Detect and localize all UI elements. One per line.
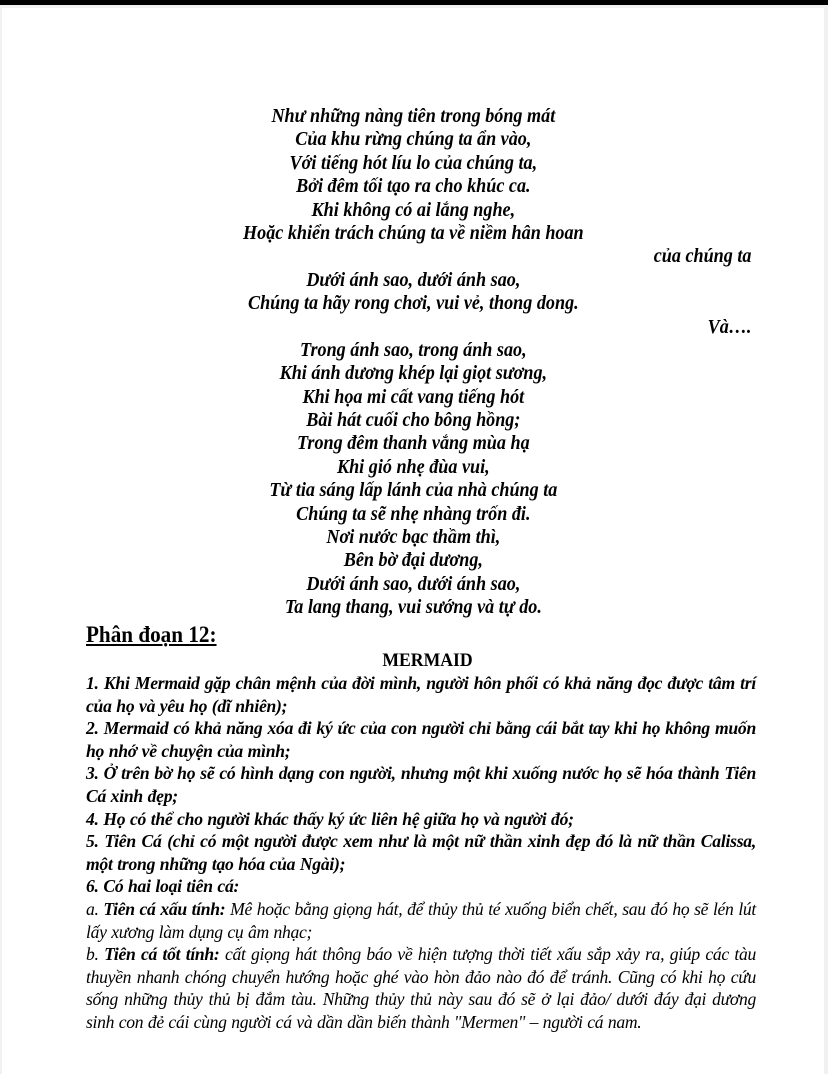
item-lead-term: Tiên cá tốt tính: bbox=[104, 944, 220, 965]
section-title: MERMAID bbox=[382, 650, 473, 671]
item-lead-term: Tiên cá xấu tính: bbox=[103, 898, 226, 919]
poem-line: Dưới ánh sao, dưới ánh sao, bbox=[306, 269, 521, 291]
poem-line: Bên bờ đại dương, bbox=[343, 550, 483, 572]
item-body: cất giọng hát thông báo về hiện tượng thời tiết xấu sắp xảy ra, giúp các tàu thuyền nhanh chóng chuyển hướng hoặc ghé vào hòn đảo nào đó để tránh. Cũng có khi họ cứu sống những thủy thủ bị đắm tàu. Những thủy thủ này sau đó sẽ ở lại đảo/ dưới đáy đại dương sinh con đẻ cái cùng người cá và dần dần biến thành "Mermen" – người cá nam. bbox=[86, 944, 757, 1032]
poem-line: Của khu rừng chúng ta ẩn vào, bbox=[295, 129, 532, 151]
list-item-subtype bbox=[86, 943, 756, 1033]
poem-line: Trong đêm thanh vắng mùa hạ bbox=[297, 433, 530, 455]
poem-line: Khi ánh dương khép lại giọt sương, bbox=[279, 363, 548, 385]
poem-line: Hoặc khiển trách chúng ta về niềm hân hoan bbox=[243, 222, 584, 244]
poem-line: Khi gió nhẹ đùa vui, bbox=[337, 456, 490, 478]
list-item: 1. Khi Mermaid gặp chân mệnh của đời mình, người hôn phối có khả năng đọc được tâm trí của họ và yêu họ (dĩ nhiên); bbox=[86, 673, 756, 716]
section-heading: Phân đoạn 12: bbox=[86, 622, 217, 647]
poem-line: Bài hát cuối cho bông hồng; bbox=[306, 410, 521, 432]
poem-line: Dưới ánh sao, dưới ánh sao, bbox=[306, 573, 521, 595]
poem-line: Khi họa mi cất vang tiếng hót bbox=[302, 386, 525, 408]
poem-line: Chúng ta sẽ nhẹ nhàng trốn đi. bbox=[296, 503, 531, 525]
document-page bbox=[2, 8, 824, 1074]
poem-line: Nơi nước bạc thầm thì, bbox=[326, 527, 501, 549]
poem-line: Từ tia sáng lấp lánh của nhà chúng ta bbox=[269, 480, 558, 502]
page-frame bbox=[0, 5, 828, 1074]
poem bbox=[2, 105, 824, 620]
poem-line: Với tiếng hót líu lo của chúng ta, bbox=[289, 152, 538, 174]
list-item-subtype bbox=[86, 898, 756, 943]
list-item: 2. Mermaid có khả năng xóa đi ký ức của con người chỉ bằng cái bắt tay khi họ không muốn họ nhớ về chuyện của mình; bbox=[86, 718, 756, 761]
list-item: 3. Ở trên bờ họ sẽ có hình dạng con người, nhưng một khi xuống nước họ sẽ hóa thành Tiên Cá xinh đẹp; bbox=[86, 763, 756, 806]
poem-line: Khi không có ai lắng nghe, bbox=[311, 199, 516, 221]
item-body: Mê hoặc bằng giọng hát, để thủy thủ té xuống biển chết, sau đó họ sẽ lén lút lấy xương làm dụng cụ âm nhạc; bbox=[86, 898, 756, 942]
list-item: 6. Có hai loại tiên cá: bbox=[86, 876, 240, 897]
list-item: 5. Tiên Cá (chỉ có một người được xem như là một nữ thần xinh đẹp đó là nữ thần Calissa, một trong những tạo hóa của Ngài); bbox=[86, 831, 756, 874]
mermaid-section bbox=[86, 622, 756, 1034]
item-prefix: a. bbox=[86, 898, 104, 919]
poem-line: Trong ánh sao, trong ánh sao, bbox=[300, 339, 527, 361]
poem-line-right: của chúng ta bbox=[653, 246, 752, 268]
mermaid-list bbox=[86, 672, 756, 1034]
poem-line: Ta lang thang, vui sướng và tự do. bbox=[284, 597, 542, 619]
poem-line-right: Và…. bbox=[707, 316, 752, 338]
list-item: 4. Họ có thể cho người khác thấy ký ức liên hệ giữa họ và người đó; bbox=[86, 808, 574, 829]
item-prefix: b. bbox=[86, 944, 105, 965]
poem-line: Như những nàng tiên trong bóng mát bbox=[271, 106, 556, 127]
poem-line: Chúng ta hãy rong chơi, vui vẻ, thong dong. bbox=[247, 293, 579, 315]
poem-line: Bởi đêm tối tạo ra cho khúc ca. bbox=[296, 176, 531, 198]
